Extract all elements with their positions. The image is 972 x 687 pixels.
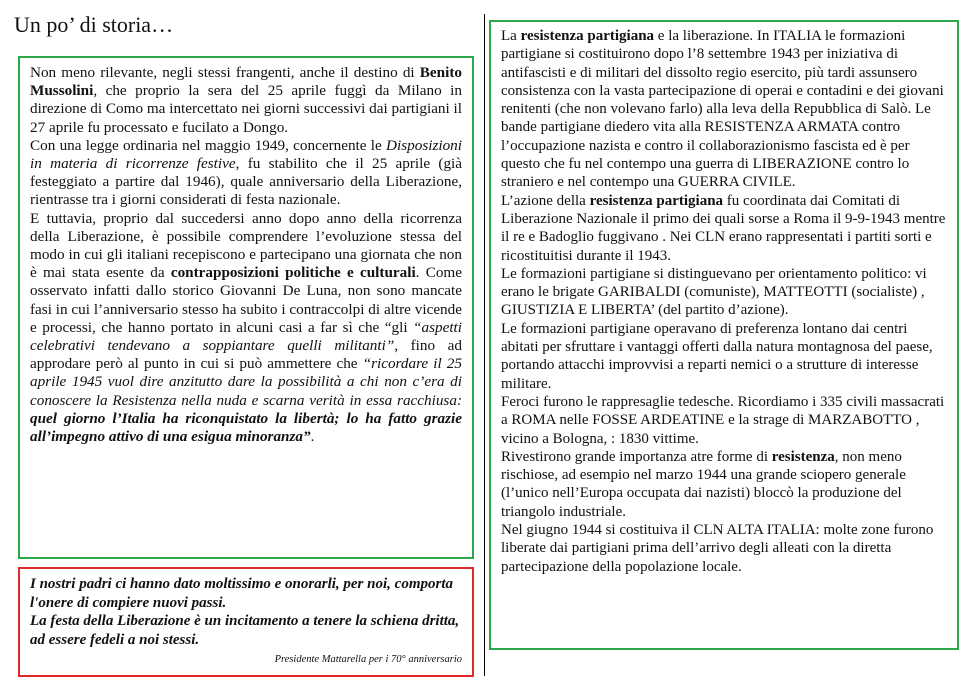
text: , fu stabilito che il 25 aprile (già festeggiato a partire dal 1946), quale anniversario della Liberazione, rientrasse tra i giorni considerati di festa nazionale. <box>30 155 462 209</box>
text: . Come osservato infatti dallo storico Giovanni De Luna, non sono mancate fasi in cui l’anniversario stesso ha subito i contraccolpi di altre vicende e processi, che hanno portato in alcuni casi a far sì che “gli <box>30 264 462 336</box>
mattarella-quote-box <box>18 567 474 677</box>
text: fu coordinata dai Comitati di Liberazione Nazionale il primo dei quali sorse a Roma il 9-9-1943 mentre il re e Badoglio fuggivano . Nei CLN erano rappresentati i partiti sorti e ricostituitisi durante il 1943. <box>501 192 946 264</box>
bold-phrase: resistenza partigiana <box>589 192 724 209</box>
text: La <box>501 28 521 44</box>
bold-name: Benito Mussolini <box>30 64 462 100</box>
paragraph-cln-alta-italia: Nel giugno 1944 si costituiva il CLN ALTA ITALIA: molte zone furono liberate dai partigiani prima dell’arrivo degli alleati con la diretta partecipazione della popolazione locale. <box>501 522 934 575</box>
text: , fino ad approdare però al punto in cui si può ammettere che <box>30 337 462 373</box>
paragraph-de-luna <box>30 210 462 447</box>
paragraph-mussolini <box>30 64 462 137</box>
text: Non meno rilevante, negli stessi frangenti, anche il destino di <box>30 64 420 81</box>
text: Rivestirono grande importanza atre forme di <box>501 448 772 465</box>
text: Con una legge ordinaria nel maggio 1949, concernente le <box>30 136 387 154</box>
bold-phrase: contrapposizioni politiche e culturali <box>170 264 416 282</box>
paragraph-cln <box>501 192 947 265</box>
history-box-left <box>18 56 474 559</box>
text: E tuttavia, proprio dal succedersi anno dopo anno della ricorrenza della Liberazione, è possibile comprendere l’evoluzione stessa del modo in cui gli italiani recepiscono e partecipano una giornata che non è mai stata esente da <box>30 209 462 282</box>
italic-quote: “ricordare il 25 aprile 1945 vuol dire anzitutto dare la possibilità a chi non c’era di conoscere la Resistenza nella nuda e scarna verità in essa racchiusa: <box>30 355 462 409</box>
quote-line: La festa della Liberazione è un incitamento a tenere la schiena dritta, ad essere fedeli a noi stessi. <box>30 613 460 648</box>
paragraph-rappresaglie: Feroci furono le rappresaglie tedesche. Ricordiamo i 335 civili massacrati a ROMA nelle FOSSE ARDEATINE e la strage di MARZABOTTO , vicino a Bologna, : 1830 vittime. <box>501 393 945 447</box>
paragraph-formazioni: Le formazioni partigiane si distinguevano per orientamento politico: vi erano le brigate GARIBALDI (comuniste), MATTEOTTI (socialiste) , GIUSTIZIA E LIBERTA’ (del partito d’azione). <box>501 265 927 319</box>
column-divider <box>484 14 485 676</box>
paragraph-sciopero <box>501 448 947 521</box>
bold-italic-quote: quel giorno l’Italia ha riconquistato la libertà; lo ha fatto grazie all’impegno attivo di una esigua minoranza” <box>30 409 462 446</box>
text: , che proprio la sera del 25 aprile fuggì da Milano in direzione di Como ma intercettato nei giorni successivi dai partigiani il 27 aprile fu processato e fucilato a Dongo. <box>30 82 462 136</box>
text: . <box>310 428 315 446</box>
paragraph-operazioni: Le formazioni partigiane operavano di preferenza lontano dai centri abitati per sfruttare i vantaggi offerti dalla natura montagnosa del paese, portando attacchi improvvisi a reparti nemici o a strutture di interesse militare. <box>501 320 933 392</box>
paragraph-resistenza <box>501 27 947 192</box>
bold-phrase: resistenza partigiana <box>520 28 655 44</box>
quote-line: I nostri padri ci hanno dato moltissimo e onorarli, per noi, comporta l'onere di compiere nuovi passi. <box>30 576 453 611</box>
text: L’azione della <box>501 192 590 209</box>
page-title: Un po’ di storia… <box>14 12 174 37</box>
italic-quote: “aspetti celebrativi tendevano a soppiantare quelli militanti” <box>30 318 462 355</box>
paragraph-law-1949 <box>30 137 462 210</box>
italic-law-title: Disposizioni in materia di ricorrenze festive <box>30 136 462 173</box>
text: e la liberazione. In ITALIA le formazioni partigiane si costituirono dopo l’8 settembre 1943 per iniziativa di antifascisti e di militari del dissolto regio esercito, più tardi assunsero consistenza con la vasta partecipazione di operai e contadini e dei giovani renitenti (che non volevano farlo) alla leva della Repubblica di Salò. Le bande partigiane diedero vita alla RESISTENZA ARMATA contro l’occupazione nazista e contro il collaborazionismo fascista ed è per questo che fu nel contempo una guerra di LIBERAZIONE contro lo straniero e nel contempo una GUERRA CIVILE. <box>501 28 944 191</box>
bold-word: resistenza <box>771 448 835 465</box>
text: , non meno rischiose, ad esempio nel marzo 1944 una grande sciopero generale (l’unico nell’Europa occupata dai nazisti) bloccò la produzione del triangolo industriale. <box>501 448 906 520</box>
quote-author: Presidente Mattarella per i 70° anniversario <box>274 654 462 665</box>
history-box-right <box>489 20 959 650</box>
